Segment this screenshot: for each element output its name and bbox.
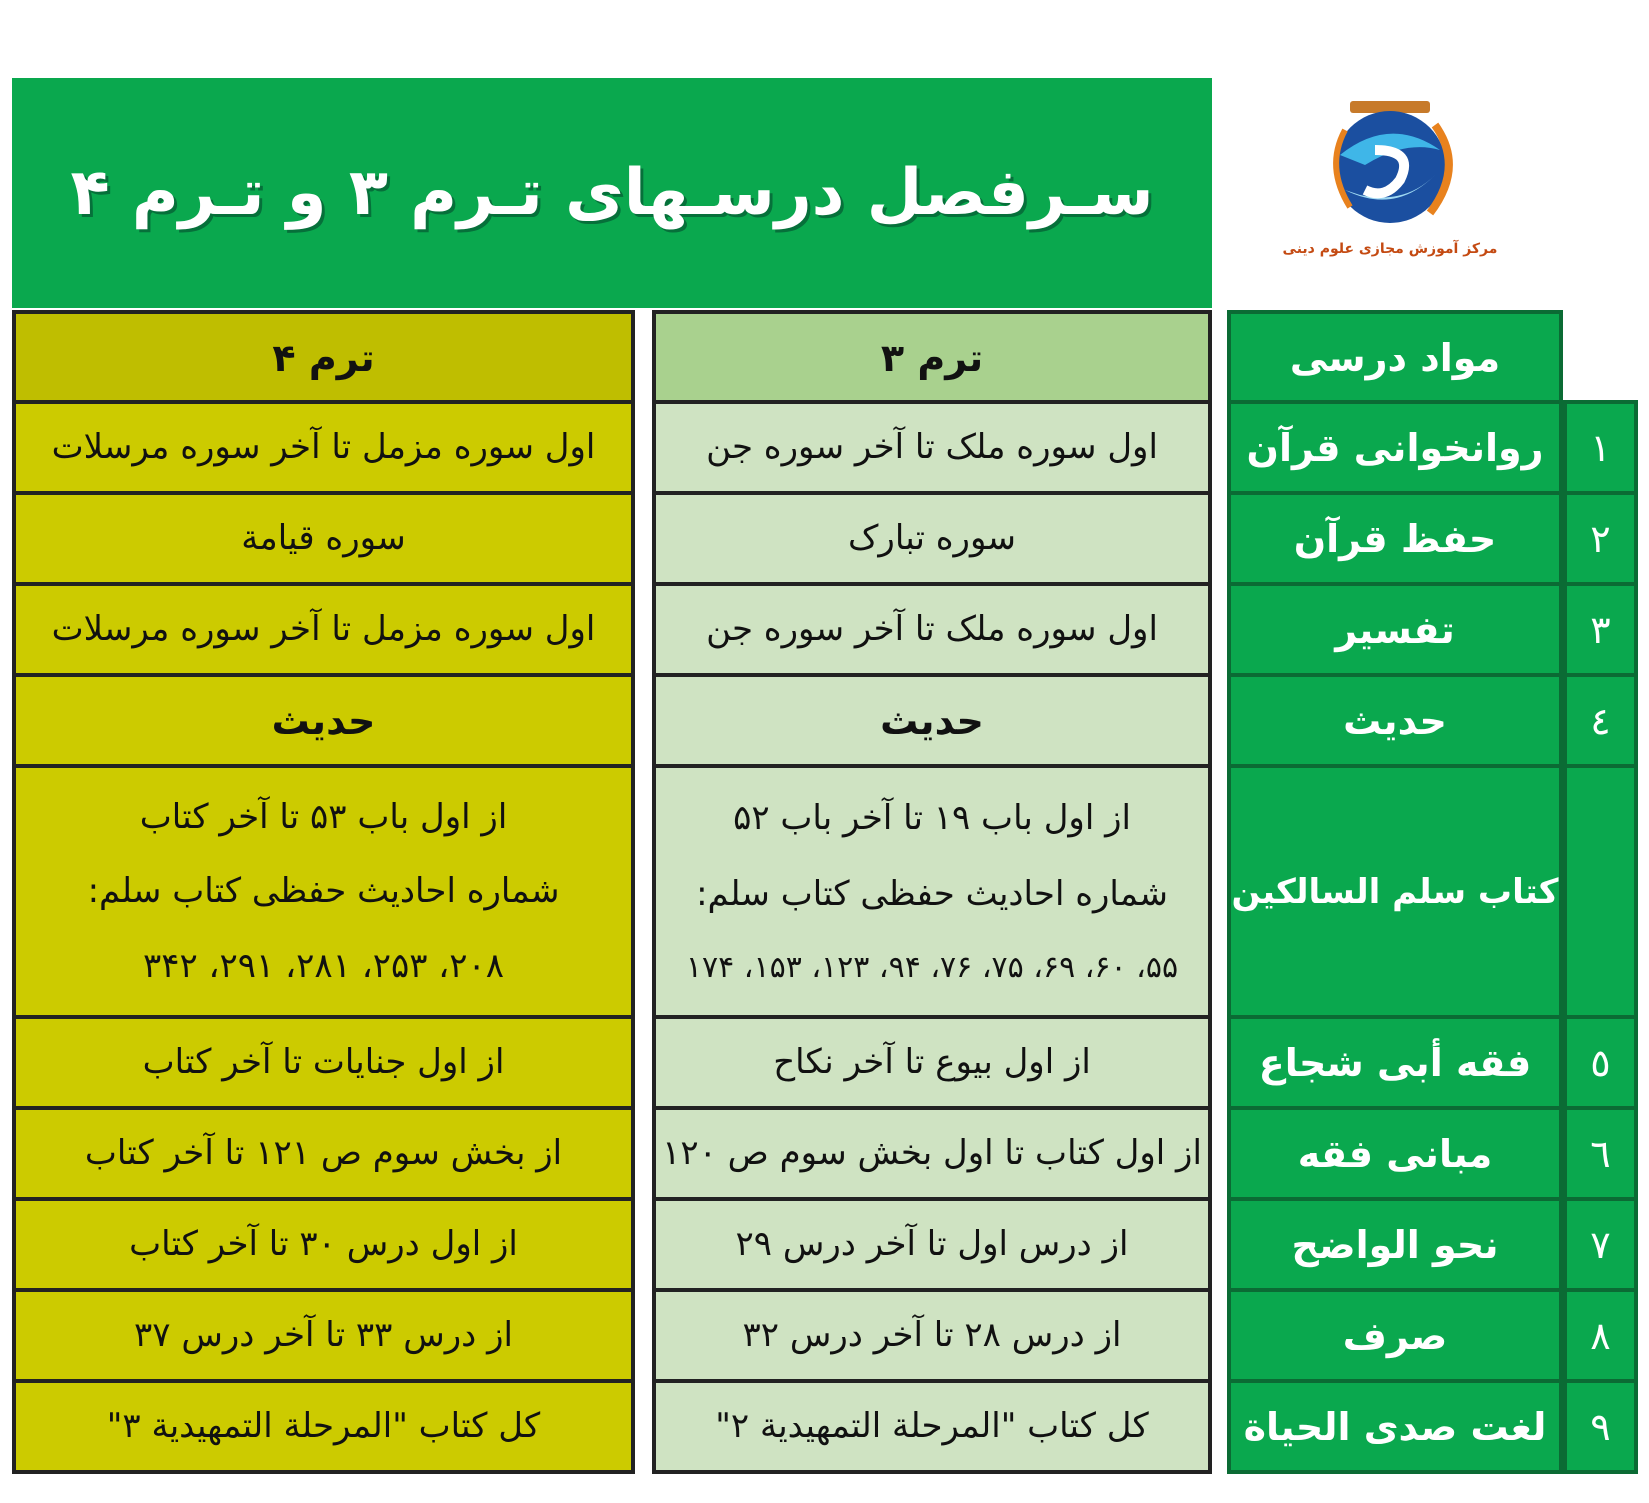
subject-label: روانخوانی قرآن: [1246, 425, 1544, 470]
header-subjects-label: مواد درسی: [1289, 335, 1501, 380]
subject-cell: [1227, 1015, 1563, 1110]
row-number: ٣: [1563, 582, 1638, 677]
term3-cell: حدیث: [652, 673, 1212, 768]
term4-line: شماره احادیث حفظی کتاب سلم:: [87, 871, 560, 912]
logo: [1265, 95, 1515, 275]
subject-cell: [1227, 491, 1563, 586]
subject-cell: [1227, 400, 1563, 495]
term3-cell: از اول کتاب تا اول بخش سوم ص ۱۲۰: [652, 1106, 1212, 1201]
subject-label: تفسیر: [1335, 607, 1455, 652]
subject-cell: [1227, 1106, 1563, 1201]
row-number: ٩: [1563, 1379, 1638, 1474]
term4-cell: از اول درس ۳۰ تا آخر کتاب: [12, 1197, 635, 1292]
subject-label: فقه أبی شجاع: [1258, 1040, 1532, 1085]
row-number: [1563, 764, 1638, 1019]
logo-caption: مرکز آموزش مجازی علوم دینی: [1282, 241, 1498, 257]
term4-cell: کل کتاب "المرحلة التمهیدیة ۳": [12, 1379, 635, 1474]
term4-cell: سوره قیامة: [12, 491, 635, 586]
term4-cell: حدیث: [12, 673, 635, 768]
subject-cell: [1227, 1288, 1563, 1383]
row-number: ٥: [1563, 1015, 1638, 1110]
term4-cell: از بخش سوم ص ۱۲۱ تا آخر کتاب: [12, 1106, 635, 1201]
term4-cell: اول سوره مزمل تا آخر سوره مرسلات: [12, 400, 635, 495]
term4-cell: [12, 764, 635, 1019]
term3-cell: اول سوره ملک تا آخر سوره جن: [652, 400, 1212, 495]
term3-cell: کل کتاب "المرحلة التمهیدیة ۲": [652, 1379, 1212, 1474]
subject-label: حفظ قرآن: [1293, 516, 1497, 561]
term4-cell: از اول جنایات تا آخر کتاب: [12, 1015, 635, 1110]
page-title: سـرفصل درسـهای تـرم ۳ و تـرم ۴: [70, 156, 1154, 230]
term3-cell: [652, 764, 1212, 1019]
header-term3: ترم ۳: [652, 310, 1212, 405]
header-term4: ترم ۴: [12, 310, 635, 405]
row-number: ١: [1563, 400, 1638, 495]
term3-cell: اول سوره ملک تا آخر سوره جن: [652, 582, 1212, 677]
term4-cell: اول سوره مزمل تا آخر سوره مرسلات: [12, 582, 635, 677]
subject-label: نحو الواضح: [1291, 1222, 1499, 1267]
term3-line: از اول باب ۱۹ تا آخر باب ۵۲: [733, 797, 1131, 838]
term3-cell: از درس اول تا آخر درس ۲۹: [652, 1197, 1212, 1292]
subject-label: حدیث: [1343, 698, 1447, 743]
subject-label: کتاب سلم السالکین: [1231, 871, 1559, 912]
row-number: ٤: [1563, 673, 1638, 768]
title-banner: [12, 78, 1212, 308]
subject-cell: [1227, 1197, 1563, 1292]
subject-cell: [1227, 1379, 1563, 1474]
term3-cell: از اول بیوع تا آخر نکاح: [652, 1015, 1212, 1110]
term3-line: ۵۵، ۶۰، ۶۹، ۷۵، ۷۶، ۹۴، ۱۲۳، ۱۵۳، ۱۷۴: [685, 950, 1179, 986]
term4-line: از اول باب ۵۳ تا آخر کتاب: [139, 797, 508, 838]
subject-cell: [1227, 582, 1563, 677]
term3-cell: سوره تبارک: [652, 491, 1212, 586]
subject-cell: [1227, 673, 1563, 768]
row-number: ٧: [1563, 1197, 1638, 1292]
subject-label: صرف: [1342, 1313, 1448, 1358]
row-number: ٢: [1563, 491, 1638, 586]
term4-line: ۲۰۸، ۲۵۳، ۲۸۱، ۲۹۱، ۳۴۲: [142, 945, 505, 986]
header-subjects: [1227, 310, 1563, 405]
term4-cell: از درس ۳۳ تا آخر درس ۳۷: [12, 1288, 635, 1383]
term3-line: شماره احادیث حفظی کتاب سلم:: [696, 874, 1168, 914]
globe-logo-icon: [1305, 95, 1475, 235]
row-number: ٦: [1563, 1106, 1638, 1201]
row-number: ٨: [1563, 1288, 1638, 1383]
subject-label: لغت صدی الحیاة: [1243, 1404, 1547, 1449]
term3-cell: از درس ۲۸ تا آخر درس ۳۲: [652, 1288, 1212, 1383]
subject-label: مبانی فقه: [1297, 1131, 1493, 1176]
subject-cell: [1227, 764, 1563, 1019]
